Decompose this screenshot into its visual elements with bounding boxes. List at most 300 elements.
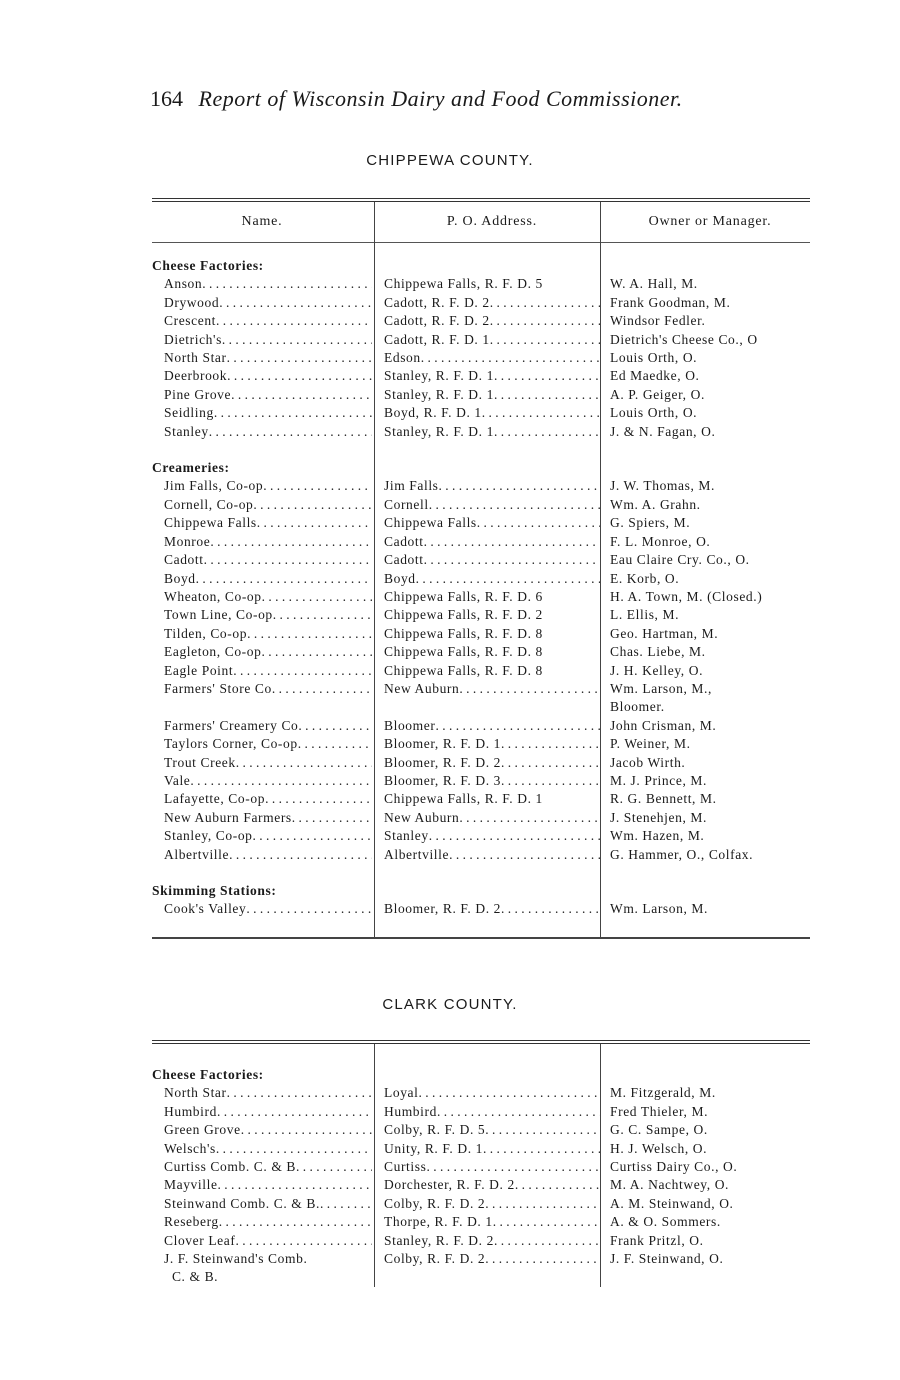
factory-name: Dietrich's [164,331,222,347]
factory-name: Stanley [164,423,209,439]
address-cell [372,809,600,827]
leader-dots [459,680,600,717]
leader-dots [490,294,600,312]
factory-name-cell [152,349,372,367]
column-divider [374,1044,375,1287]
address-cell [372,349,600,367]
leader-dots [263,477,372,495]
post-office-address: Jim Falls [384,478,439,494]
factory-name: Eagle Point [164,662,234,678]
factory-name-cell [152,1195,372,1213]
address-cell [372,827,600,845]
factory-name: Chippewa Falls [164,515,257,531]
leader-dots [216,1140,372,1158]
owner-manager: E. Korb, O. [610,570,680,586]
owner-manager: W. A. Hall, M. [610,276,698,292]
owner-manager: Frank Goodman, M. [610,294,731,310]
address-cell [372,477,600,495]
factory-name: Vale [164,772,191,788]
factory-name-cell [152,1121,372,1139]
post-office-address: Chippewa Falls, R. F. D. 5 [384,276,543,292]
table-body [152,202,810,937]
address-cell [372,404,600,422]
table-row [152,514,810,532]
running-head [150,86,683,112]
post-office-address: Chippewa Falls, R. F. D. 8 [384,662,543,678]
factory-name: Clover Leaf [164,1232,236,1248]
leader-dots [429,496,600,514]
address-column-header: P. O. Address. [446,214,538,229]
leader-dots [246,900,372,918]
table-row [152,533,810,551]
factory-name-cell [152,846,372,864]
leader-dots [419,1084,601,1102]
factory-name: Cook's Valley [164,901,247,917]
factory-name: Curtiss Comb. C. & B [164,1159,297,1175]
leader-dots [241,1121,372,1139]
leader-dots [235,1232,372,1250]
leader-dots [257,514,372,532]
address-cell [372,1121,600,1139]
factory-name: Jim Falls, Co-op [164,478,264,494]
post-office-address: Stanley, R. F. D. 1 [384,423,494,439]
table-row [152,1140,810,1158]
leader-dots [265,790,372,808]
leader-dots [227,349,372,367]
address-cell [372,1213,600,1231]
table-row [152,846,810,864]
factory-name-cell [152,514,372,532]
address-cell [372,386,600,404]
owner-manager: M. A. Nachtwey, O. [610,1177,730,1193]
address-cell [372,790,600,808]
factory-name-cell [152,588,372,606]
factory-name-cell [152,1084,372,1102]
post-office-address: Boyd, R. F. D. 1 [384,405,482,421]
leader-dots [421,349,600,367]
factory-name-cell [152,477,372,495]
table-row [152,367,810,385]
clark-county-table [152,1040,810,1287]
factory-name-cell [152,606,372,624]
post-office-address: Cadott [384,552,424,568]
factory-name: Eagleton, Co-op [164,644,262,660]
post-office-address: Chippewa Falls, R. F. D. 2 [384,607,543,623]
factory-name-cell [152,331,372,349]
factory-name-cell [152,423,372,441]
owner-manager: Wm. Larson, M. [610,901,709,917]
post-office-address: Stanley, R. F. D. 1 [384,386,494,402]
owner-manager: Chas. Liebe, M. [610,644,706,660]
leader-dots [219,1213,372,1231]
leader-dots [494,386,600,404]
leader-dots [262,588,372,606]
leader-dots [296,1158,372,1176]
leader-dots [494,1232,600,1250]
owner-manager: A. & O. Sommers. [610,1214,721,1230]
factory-name-cell [152,496,372,514]
factory-name: Anson [164,276,203,292]
owner-manager: Curtiss Dairy Co., O. [610,1159,738,1175]
leader-dots [261,643,372,661]
address-cell [372,900,600,918]
leader-dots [253,827,372,845]
leader-dots [272,680,372,717]
leader-dots [217,1103,372,1121]
factory-name-cell [152,404,372,422]
table-row [152,1195,810,1213]
table-row [152,275,810,293]
owner-manager: A. P. Geiger, O. [610,386,705,402]
owner-manager: Eau Claire Cry. Co., O. [610,552,750,568]
leader-dots [485,1121,600,1139]
address-cell [372,1232,600,1250]
owner-manager: J. F. Steinwand, O. [610,1251,724,1267]
factory-name: Boyd [164,570,196,586]
owner-manager: L. Ellis, M. [610,607,680,623]
table-row [152,772,810,790]
section-gap [152,441,810,459]
leader-dots [229,846,372,864]
factory-name-cell [152,294,372,312]
factory-name: Green Grove [164,1122,241,1138]
table-row [152,349,810,367]
table-row [152,754,810,772]
address-cell [372,551,600,569]
post-office-address: Albertville [384,846,450,862]
leader-dots [202,275,372,293]
post-office-address: Stanley, R. F. D. 1 [384,368,494,384]
factory-name-cell [152,1103,372,1121]
leader-dots [204,551,372,569]
owner-manager: Wm. Hazen, M. [610,828,705,844]
leader-dots [477,514,600,532]
post-office-address: Unity, R. F. D. 1 [384,1140,484,1156]
post-office-address: Loyal [384,1085,419,1101]
address-cell [372,625,600,643]
factory-name-cell [152,386,372,404]
factory-name: Mayville [164,1177,218,1193]
leader-dots [231,386,372,404]
leader-dots [483,1140,600,1158]
leader-dots [501,772,600,790]
address-cell [372,367,600,385]
table-row [152,790,810,808]
factory-name-cell [152,717,372,735]
post-office-address: Chippewa Falls [384,515,477,531]
leader-dots [298,735,372,753]
leader-dots [210,533,372,551]
table-row [152,809,810,827]
table-row [152,1084,810,1102]
factory-name: Pine Grove [164,386,232,402]
post-office-address: Bloomer, R. F. D. 2 [384,754,502,770]
leader-dots [490,312,600,330]
table-row [152,735,810,753]
leader-dots [247,625,372,643]
table-row [152,643,810,661]
factory-name-cell [152,680,372,717]
factory-name: Taylors Corner, Co-op [164,736,298,752]
leader-dots [233,662,372,680]
owner-manager: Wm. A. Grahn. [610,496,701,512]
table-body [152,1044,810,1287]
table-row [152,477,810,495]
factory-name-cell [152,570,372,588]
factory-name-cell [152,662,372,680]
address-cell [372,496,600,514]
factory-name: New Auburn Farmers [164,809,292,825]
address-cell [372,735,600,753]
leader-dots [426,1158,600,1176]
chippewa-county-title: CHIPPEWA COUNTY. [366,152,534,169]
address-cell [372,423,600,441]
factory-name-cell [152,1213,372,1231]
leader-dots [485,1250,600,1287]
leader-dots [501,754,600,772]
leader-dots [292,809,372,827]
table-row [152,386,810,404]
leader-dots [449,846,600,864]
owner-manager: G. Spiers, M. [610,515,691,531]
leader-dots [222,331,372,349]
address-cell [372,680,600,717]
owner-manager: Dietrich's Cheese Co., O [610,331,758,347]
factory-name: Deerbrook [164,368,228,384]
leader-dots [227,367,372,385]
table-row [152,331,810,349]
factory-name-cell [152,1176,372,1194]
address-cell [372,717,600,735]
factory-name: Trout Creek [164,754,236,770]
owner-manager: Geo. Hartman, M. [610,625,719,641]
post-office-address: Stanley, R. F. D. 2 [384,1232,494,1248]
table-row [152,423,810,441]
factory-name-cell [152,551,372,569]
table-row [152,827,810,845]
section-label: Creameries: [152,460,230,476]
owner-manager: M. Fitzgerald, M. [610,1085,716,1101]
leader-dots [485,1195,600,1213]
leader-dots [429,827,600,845]
owner-manager: P. Weiner, M. [610,736,691,752]
post-office-address: Chippewa Falls, R. F. D. 8 [384,644,543,660]
address-cell [372,1103,600,1121]
factory-name-cell [152,790,372,808]
post-office-address: Thorpe, R. F. D. 1 [384,1214,493,1230]
leader-dots [214,404,372,422]
table-row [152,312,810,330]
section-label: Skimming Stations: [152,883,277,898]
post-office-address: Chippewa Falls, R. F. D. 6 [384,588,543,604]
post-office-address: Chippewa Falls, R. F. D. 1 [384,791,543,807]
factory-name-cell [152,312,372,330]
table-row [152,496,810,514]
factory-name-cell [152,735,372,753]
factory-name: Farmers' Store Co [164,680,272,696]
factory-name: J. F. Steinwand's Comb. C. & B. [164,1251,308,1285]
table-row [152,625,810,643]
factory-name-cell [152,275,372,293]
factory-name: Humbird [164,1103,217,1119]
owner-manager: G. Hammer, O., Colfax. [610,846,754,862]
post-office-address: Colby, R. F. D. 2 [384,1251,486,1267]
leader-dots [196,570,372,588]
table-row [152,570,810,588]
factory-name-cell [152,625,372,643]
leader-dots [298,717,372,735]
leader-dots [424,551,600,569]
factory-name: Wheaton, Co-op [164,588,262,604]
post-office-address: Dorchester, R. F. D. 2 [384,1177,515,1193]
leader-dots [515,1176,600,1194]
address-cell [372,606,600,624]
owner-manager: Louis Orth, O. [610,350,698,366]
leader-dots [437,1103,600,1121]
table-row [152,294,810,312]
owner-manager: Jacob Wirth. [610,754,686,770]
address-cell [372,533,600,551]
factory-name: Monroe [164,533,211,549]
address-cell [372,1250,600,1287]
post-office-address: Cadott, R. F. D. 2 [384,294,490,310]
table-row [152,900,810,918]
table-row [152,1232,810,1250]
leader-dots [253,496,372,514]
post-office-address: Cornell [384,496,429,512]
factory-name-cell [152,900,372,918]
owner-manager: J. W. Thomas, M. [610,478,715,494]
owner-manager: F. L. Monroe, O. [610,533,711,549]
owner-manager: J. & N. Fagan, O. [610,423,716,439]
address-cell [372,514,600,532]
post-office-address: Stanley [384,828,429,844]
post-office-address: Cadott, R. F. D. 1 [384,331,490,347]
owner-manager: J. H. Kelley, O. [610,662,704,678]
post-office-address: Bloomer, R. F. D. 2 [384,901,502,917]
leader-dots [482,404,600,422]
address-cell [372,662,600,680]
owner-manager: R. G. Bennett, M. [610,791,717,807]
leader-dots [501,735,600,753]
table-row [152,717,810,735]
post-office-address: Cadott, R. F. D. 2 [384,313,490,329]
factory-name-cell [152,1232,372,1250]
factory-name: Drywood [164,294,220,310]
table-row [152,680,810,717]
leader-dots [435,717,600,735]
leader-dots [439,477,600,495]
leader-dots [219,294,372,312]
address-cell [372,570,600,588]
address-cell [372,772,600,790]
address-cell [372,1084,600,1102]
table-bottom-rule [152,937,810,939]
leader-dots [273,606,372,624]
leader-dots [209,423,372,441]
table-row [152,1250,810,1287]
factory-name: Cadott [164,552,204,568]
clark-rows [152,1044,810,1287]
post-office-address: Chippewa Falls, R. F. D. 8 [384,625,543,641]
post-office-address: Cadott [384,533,424,549]
owner-manager: Frank Pritzl, O. [610,1232,704,1248]
owner-manager: Windsor Fedler. [610,313,706,329]
factory-name-cell [152,1250,372,1287]
factory-name: Tilden, Co-op [164,625,248,641]
factory-name: Cornell, Co-op [164,496,254,512]
table-row [152,662,810,680]
post-office-address: New Auburn [384,809,460,825]
owner-manager: John Crisman, M. [610,717,717,733]
table-row [152,588,810,606]
section-gap [152,864,810,882]
factory-name-cell [152,772,372,790]
address-cell [372,1176,600,1194]
table-row [152,551,810,569]
address-cell [372,643,600,661]
section-label: Cheese Factories: [152,258,264,273]
owner-manager: Louis Orth, O. [610,405,698,421]
table-row [152,606,810,624]
factory-name-cell [152,367,372,385]
owner-manager: Ed Maedke, O. [610,368,700,384]
factory-name: Albertville [164,846,230,862]
address-cell [372,294,600,312]
owner-manager: A. M. Steinwand, O. [610,1195,734,1211]
owner-manager: M. J. Prince, M. [610,772,707,788]
chippewa-rows [152,243,810,937]
leader-dots [494,423,600,441]
owner-manager: H. A. Town, M. (Closed.) [610,588,763,604]
factory-name: Welsch's [164,1140,216,1156]
table-row [152,1176,810,1194]
leader-dots [320,1195,372,1213]
post-office-address: Bloomer, R. F. D. 3 [384,772,502,788]
address-cell [372,1140,600,1158]
factory-name: Crescent [164,313,217,329]
leader-dots [216,312,372,330]
table-row [152,1121,810,1139]
address-cell [372,846,600,864]
address-cell [372,1158,600,1176]
post-office-address: Bloomer, R. F. D. 1 [384,736,502,752]
table-row [152,404,810,422]
owner-manager: J. Stenehjen, M. [610,809,707,825]
factory-name: Steinwand Comb. C. & B. [164,1195,320,1211]
leader-dots [424,533,600,551]
factory-name: Farmers' Creamery Co [164,717,299,733]
address-cell [372,1195,600,1213]
factory-name: Stanley, Co-op [164,828,253,844]
post-office-address: Curtiss [384,1159,427,1175]
factory-name-cell [152,533,372,551]
post-office-address: Colby, R. F. D. 5 [384,1122,486,1138]
column-divider [600,202,601,937]
address-cell [372,754,600,772]
leader-dots [236,754,372,772]
column-divider [600,1044,601,1287]
clark-county-title: CLARK COUNTY. [382,996,518,1013]
leader-dots [501,900,600,918]
owner-manager: Wm. Larson, M., Bloomer. [610,680,712,715]
leader-dots [490,331,600,349]
post-office-address: Bloomer [384,717,436,733]
section-label: Cheese Factories: [152,1067,264,1082]
leader-dots [227,1084,372,1102]
factory-name-cell [152,1158,372,1176]
chippewa-county-table [152,198,810,939]
